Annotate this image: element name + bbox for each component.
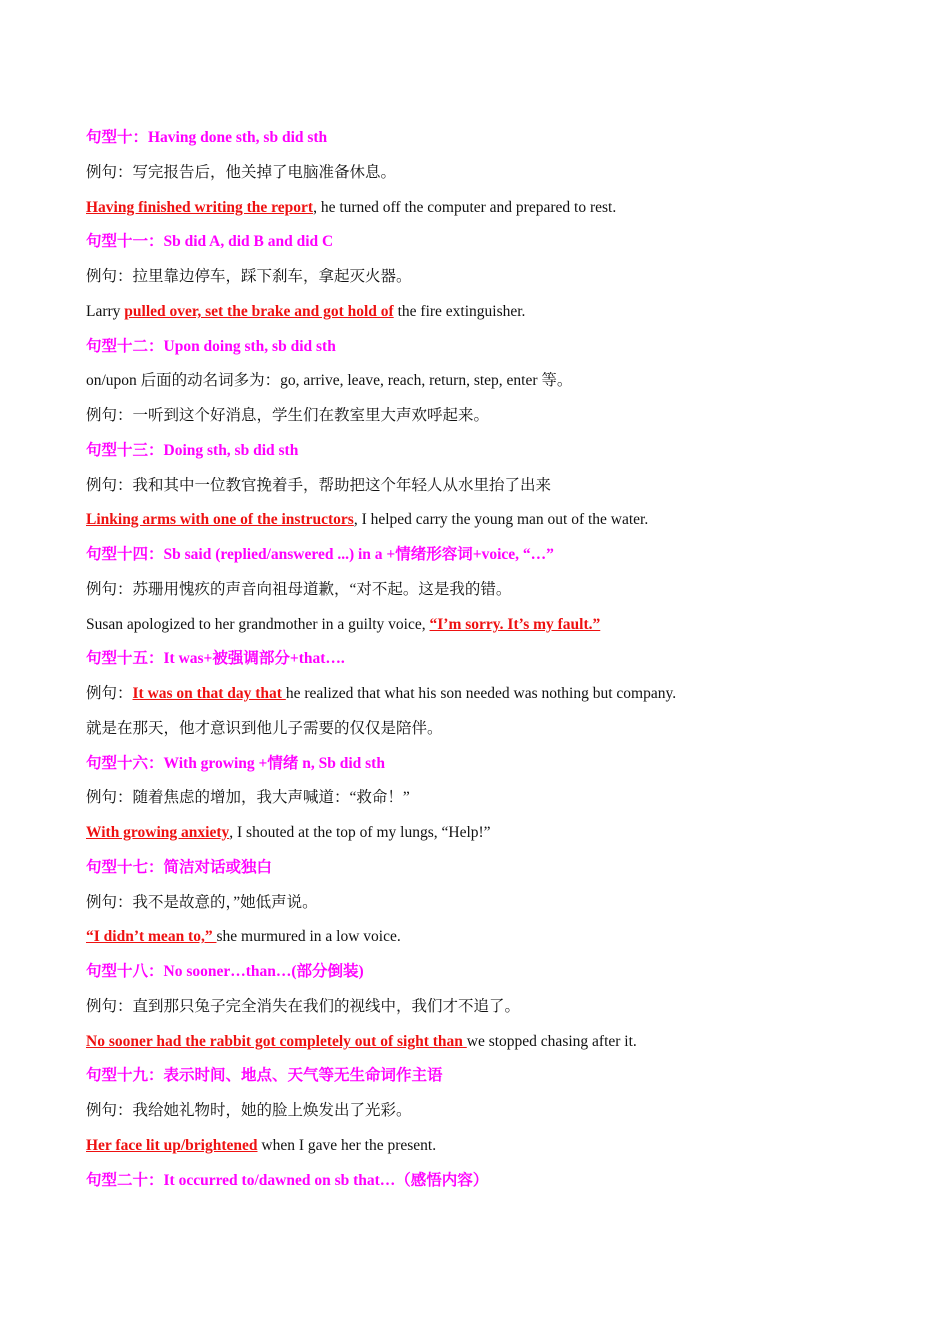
line-p14-en — [86, 615, 600, 635]
line-p14-cn — [86, 580, 511, 600]
highlighted-phrase: No sooner had the rabbit got completely out of sight than — [86, 1033, 467, 1050]
line-p15-cn — [86, 719, 443, 739]
line-p14-head — [86, 545, 554, 565]
text-run: , I shouted at the top of my lungs, “Help!” — [229, 824, 491, 841]
line-p19-en — [86, 1136, 436, 1156]
text-run: 例句：随着焦虑的增加，我大声喊道：“救命！” — [86, 789, 410, 806]
highlighted-phrase: “I didn’t mean to,” — [86, 928, 217, 945]
line-p12-cn — [86, 406, 489, 426]
highlighted-phrase: It was on that day that — [132, 685, 286, 702]
pattern-heading: 句型十八：No sooner…than…(部分倒装) — [86, 963, 364, 980]
text-run: 例句： — [86, 685, 133, 702]
line-p12-head — [86, 337, 336, 357]
line-p18-head — [86, 962, 364, 982]
pattern-heading: 句型十四：Sb said (replied/answered ...) in a +情绪形容词+voice, “…” — [86, 546, 554, 563]
line-p17-en — [86, 927, 401, 947]
pattern-heading: 句型十七：简洁对话或独白 — [86, 859, 273, 876]
text-run: 例句：苏珊用愧疚的声音向祖母道歉，“对不起。这是我的错。 — [86, 581, 512, 598]
line-p18-en — [86, 1032, 637, 1052]
line-p13-cn — [86, 476, 551, 496]
text-run: 例句：我不是故意的，”她低声说。 — [86, 894, 318, 911]
pattern-heading: 句型十三：Doing sth, sb did sth — [86, 442, 299, 459]
line-p16-head — [86, 754, 385, 774]
line-p19-head — [86, 1066, 443, 1086]
line-p11-head — [86, 232, 333, 252]
line-p15-en — [86, 684, 676, 704]
text-run: 例句：我和其中一位教官挽着手，帮助把这个年轻人从水里抬了出来 — [86, 477, 552, 494]
line-p12-note — [86, 371, 572, 391]
line-p16-cn — [86, 788, 410, 808]
text-run: she murmured in a low voice. — [216, 928, 401, 945]
text-run: when I gave her the present. — [257, 1137, 437, 1154]
text-run: 例句：一听到这个好消息，学生们在教室里大声欢呼起来。 — [86, 407, 490, 424]
line-p13-head — [86, 441, 298, 461]
highlighted-phrase: “I’m sorry. It’s my fault.” — [429, 616, 601, 633]
pattern-heading: 句型二十：It occurred to/dawned on sb that…（感悟内容） — [86, 1172, 489, 1189]
line-p13-en — [86, 510, 648, 530]
line-p11-en — [86, 302, 525, 322]
pattern-heading: 句型十一：Sb did A, did B and did C — [86, 233, 334, 250]
text-run: , he turned off the computer and prepared to rest. — [313, 199, 617, 216]
line-p19-cn — [86, 1101, 412, 1121]
pattern-heading: 句型十五：It was+被强调部分+that…. — [86, 650, 345, 667]
text-run: on/upon 后面的动名词多为：go, arrive, leave, reach, return, step, enter 等。 — [86, 372, 573, 389]
text-run: 就是在那天，他才意识到他儿子需要的仅仅是陪伴。 — [86, 720, 443, 737]
text-run: 例句：直到那只兔子完全消失在我们的视线中，我们才不追了。 — [86, 998, 521, 1015]
highlighted-phrase: Linking arms with one of the instructors — [86, 511, 354, 528]
pattern-heading: 句型十九：表示时间、地点、天气等无生命词作主语 — [86, 1067, 443, 1084]
line-p18-cn — [86, 997, 520, 1017]
text-run: 例句：拉里靠边停车，踩下刹车，拿起灭火器。 — [86, 268, 412, 285]
pattern-heading: 句型十：Having done sth, sb did sth — [86, 129, 328, 146]
line-p10-en — [86, 198, 616, 218]
line-p16-en — [86, 823, 491, 843]
text-run: we stopped chasing after it. — [466, 1033, 637, 1050]
line-p10-cn — [86, 163, 396, 183]
highlighted-phrase: Having finished writing the report — [86, 199, 314, 216]
line-p15-head — [86, 649, 345, 669]
text-run: Larry — [86, 303, 125, 320]
highlighted-phrase: With growing anxiety — [86, 824, 230, 841]
line-p17-cn — [86, 893, 318, 913]
text-run: he realized that what his son needed was nothing but company. — [285, 685, 677, 702]
line-p11-cn — [86, 267, 412, 287]
text-run: 例句：写完报告后，他关掉了电脑准备休息。 — [86, 164, 397, 181]
line-p10-head — [86, 128, 327, 148]
text-run: Susan apologized to her grandmother in a guilty voice, — [86, 616, 430, 633]
pattern-heading: 句型十二：Upon doing sth, sb did sth — [86, 338, 336, 355]
text-run: the fire extinguisher. — [393, 303, 526, 320]
line-p17-head — [86, 858, 272, 878]
highlighted-phrase: Her face lit up/brightened — [86, 1137, 258, 1154]
highlighted-phrase: pulled over, set the brake and got hold of — [124, 303, 394, 320]
text-run: 例句：我给她礼物时，她的脸上焕发出了光彩。 — [86, 1102, 412, 1119]
pattern-heading: 句型十六：With growing +情绪 n, Sb did sth — [86, 755, 385, 772]
text-run: , I helped carry the young man out of the water. — [353, 511, 649, 528]
line-p20-head — [86, 1171, 488, 1191]
